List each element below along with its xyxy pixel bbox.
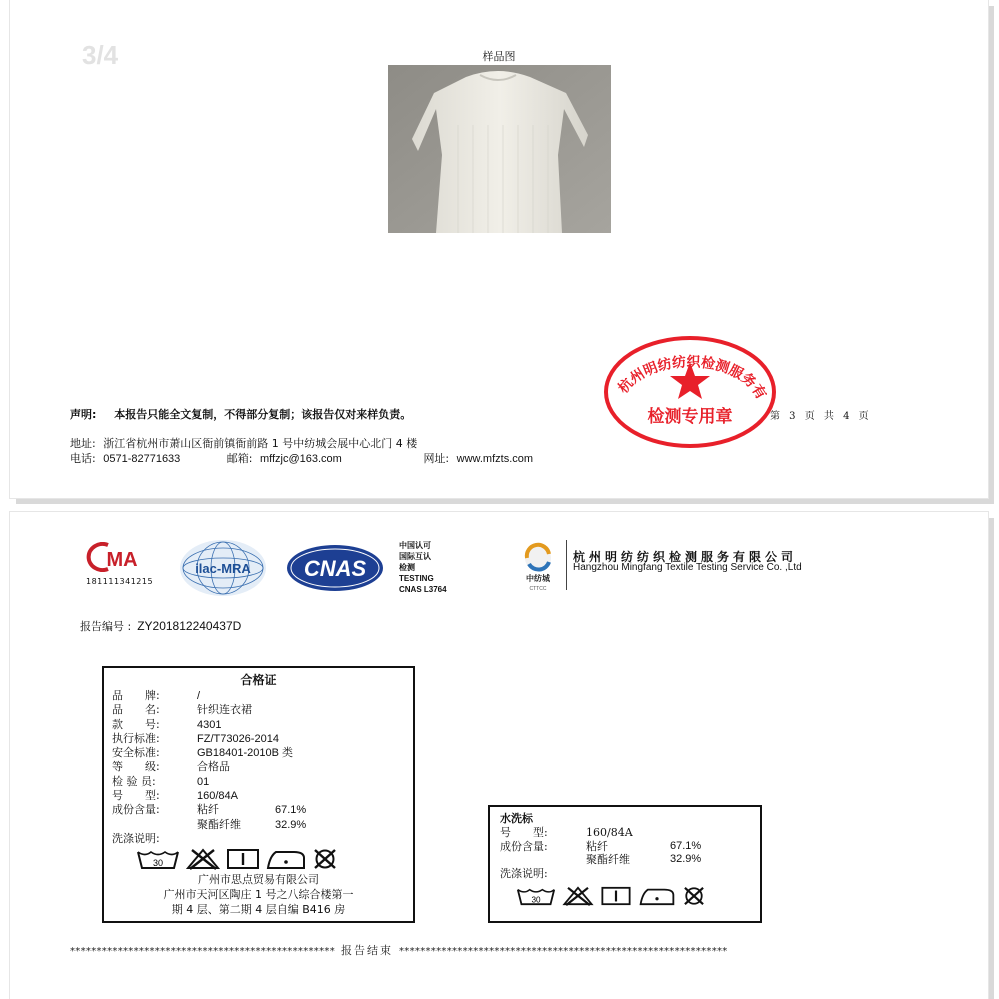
cert-row bbox=[112, 732, 405, 746]
cert-value: 针织连衣裙 bbox=[197, 704, 252, 717]
seal-ring-text: 杭州明纺纺织检测服务有 bbox=[615, 354, 769, 403]
cnas-logo bbox=[285, 543, 385, 593]
svg-text:ilac-MRA: ilac-MRA bbox=[195, 561, 251, 576]
cert-key: 执行标准: bbox=[112, 731, 160, 745]
header-divider bbox=[566, 540, 567, 590]
care-label: 洗涤说明: bbox=[500, 866, 548, 880]
svg-text:30: 30 bbox=[531, 895, 541, 905]
cert-row bbox=[112, 718, 405, 732]
phone-value: 0571-82771633 bbox=[103, 453, 181, 465]
report-page-4 bbox=[10, 512, 988, 999]
end-stars-left: ************************************************** bbox=[70, 946, 335, 957]
report-number-value: ZY201812240437D bbox=[137, 619, 242, 633]
fiber-percent: 67.1% bbox=[275, 804, 307, 817]
report-number bbox=[80, 618, 241, 634]
report-end-text: 报告结束 bbox=[341, 944, 393, 957]
wash-row bbox=[500, 826, 750, 840]
cnas-line: TESTING bbox=[399, 574, 434, 583]
accreditation-header bbox=[10, 538, 988, 602]
wash-label-tag bbox=[488, 805, 762, 923]
composition-label: 成份含量: bbox=[500, 839, 548, 853]
cnas-line: CNAS L3764 bbox=[399, 585, 447, 594]
wash-label-title: 水洗标 bbox=[500, 812, 533, 825]
cert-key: 品 名: bbox=[112, 703, 160, 717]
fiber-percent: 32.9% bbox=[275, 818, 307, 831]
fiber-name: 聚酯纤维 bbox=[197, 817, 241, 831]
cert-row bbox=[112, 689, 405, 703]
manufacturer-address: 期 4 层、第二期 4 层自编 B416 房 bbox=[171, 903, 346, 917]
care-label-row bbox=[500, 867, 750, 881]
declaration bbox=[70, 406, 411, 422]
cert-key: 检 验 员: bbox=[112, 774, 156, 788]
cma-number: 181111341215 bbox=[86, 577, 154, 586]
cert-row bbox=[112, 746, 405, 760]
cert-value: 合格品 bbox=[197, 761, 230, 774]
phone-label: 电话: bbox=[70, 452, 96, 465]
address-value: 浙江省杭州市萧山区衙前镇衙前路 1 号中纺城会展中心北门 4 楼 bbox=[103, 437, 418, 450]
cnas-line: 检测 bbox=[399, 563, 415, 572]
cert-composition-row bbox=[112, 818, 405, 832]
care-label-row bbox=[112, 832, 405, 846]
cert-key: 款 号: bbox=[112, 717, 160, 731]
ilac-mra-logo bbox=[178, 538, 268, 598]
contact-info bbox=[70, 436, 533, 467]
wash-composition-row bbox=[500, 840, 750, 854]
fiber-percent: 67.1% bbox=[670, 839, 702, 852]
cert-composition-row bbox=[112, 803, 405, 817]
care-label: 洗涤说明: bbox=[112, 831, 160, 845]
wash-key: 号 型: bbox=[500, 826, 548, 839]
sample-photo bbox=[388, 65, 611, 233]
dress-photo-graphic bbox=[388, 65, 611, 233]
report-number-label: 报告编号 : bbox=[80, 620, 132, 633]
ctttc-logo bbox=[513, 540, 563, 594]
cert-value: 4301 bbox=[197, 718, 222, 731]
email-value: mffzjc@163.com bbox=[259, 453, 342, 465]
cma-logo bbox=[86, 542, 154, 586]
cert-value: 160/84A bbox=[197, 790, 238, 803]
no-bleach-icon bbox=[186, 848, 220, 870]
manufacturer-address: 广州市天河区陶庄 1 号之八综合楼第一 bbox=[163, 888, 354, 902]
certificate-tag bbox=[102, 666, 415, 923]
svg-text:CTTCC: CTTCC bbox=[529, 586, 547, 592]
page-number-watermark: 3/4 bbox=[82, 40, 119, 70]
report-end-line bbox=[70, 942, 930, 958]
cnas-line: 国际互认 bbox=[399, 552, 431, 561]
cert-key: 品 牌: bbox=[112, 689, 160, 702]
iron-low-icon bbox=[638, 886, 676, 906]
cert-footer bbox=[112, 872, 405, 917]
cert-key: 等 级: bbox=[112, 760, 160, 774]
declaration-label: 声明: bbox=[70, 408, 97, 421]
no-bleach-icon bbox=[562, 886, 594, 906]
composition-label: 成份含量: bbox=[112, 803, 160, 817]
svg-text:中纺城: 中纺城 bbox=[526, 574, 550, 583]
care-symbols bbox=[136, 848, 405, 870]
declaration-text: 本报告只能全文复制，不得部分复制；该报告仅对来样负责。 bbox=[114, 408, 412, 421]
wash-value: 160/84A bbox=[586, 826, 633, 839]
email-label: 邮箱: bbox=[226, 452, 253, 465]
cert-row bbox=[112, 775, 405, 789]
page-of-total: 第 3 页 共 4 页 bbox=[770, 411, 872, 422]
cert-value: FZ/T73026-2014 bbox=[197, 732, 279, 745]
no-dry-clean-icon bbox=[682, 886, 706, 906]
fiber-percent: 32.9% bbox=[670, 853, 702, 865]
company-name-en: Hangzhou Mingfang Textile Testing Service Co. ,Ltd bbox=[573, 562, 802, 573]
cert-value: GB18401-2010B 类 bbox=[197, 747, 294, 760]
end-stars-right: ************************************************************** bbox=[399, 946, 728, 957]
fiber-name: 聚酯纤维 bbox=[586, 853, 630, 866]
cnas-line: 中国认可 bbox=[399, 541, 431, 550]
wash-30-icon bbox=[136, 848, 180, 870]
web-label: 网址: bbox=[423, 452, 450, 465]
cert-key: 安全标准: bbox=[112, 746, 160, 760]
fiber-name: 粘纤 bbox=[586, 839, 608, 853]
fiber-name: 粘纤 bbox=[197, 803, 219, 817]
line-dry-icon bbox=[600, 886, 632, 906]
care-symbols bbox=[516, 886, 750, 906]
cnas-caption bbox=[399, 540, 447, 595]
report-page-3 bbox=[10, 0, 988, 498]
svg-text:CNAS: CNAS bbox=[303, 556, 367, 581]
cert-row bbox=[112, 789, 405, 803]
official-seal bbox=[602, 334, 778, 450]
cert-key: 号 型: bbox=[112, 789, 160, 803]
cert-value: 01 bbox=[197, 775, 210, 788]
company-name-cn: 杭州明纺纺织检测服务有限公司 bbox=[573, 550, 798, 564]
web-value: www.mfzts.com bbox=[456, 453, 534, 465]
cert-row bbox=[112, 760, 405, 774]
seal-center-text: 检测专用章 bbox=[647, 407, 733, 427]
svg-text:MA: MA bbox=[106, 549, 138, 571]
cert-row bbox=[112, 703, 405, 717]
wash-30-icon bbox=[516, 886, 556, 906]
sample-image-title: 样品图 bbox=[482, 50, 516, 63]
address-label: 地址: bbox=[70, 437, 96, 450]
wash-composition-row bbox=[500, 853, 750, 867]
certificate-title: 合格证 bbox=[240, 673, 277, 687]
no-dry-clean-icon bbox=[312, 848, 338, 870]
manufacturer-name: 广州市思点贸易有限公司 bbox=[198, 873, 319, 887]
line-dry-icon bbox=[226, 848, 260, 870]
cert-value: / bbox=[197, 690, 201, 702]
svg-text:30: 30 bbox=[152, 858, 164, 869]
iron-low-icon bbox=[266, 848, 306, 870]
